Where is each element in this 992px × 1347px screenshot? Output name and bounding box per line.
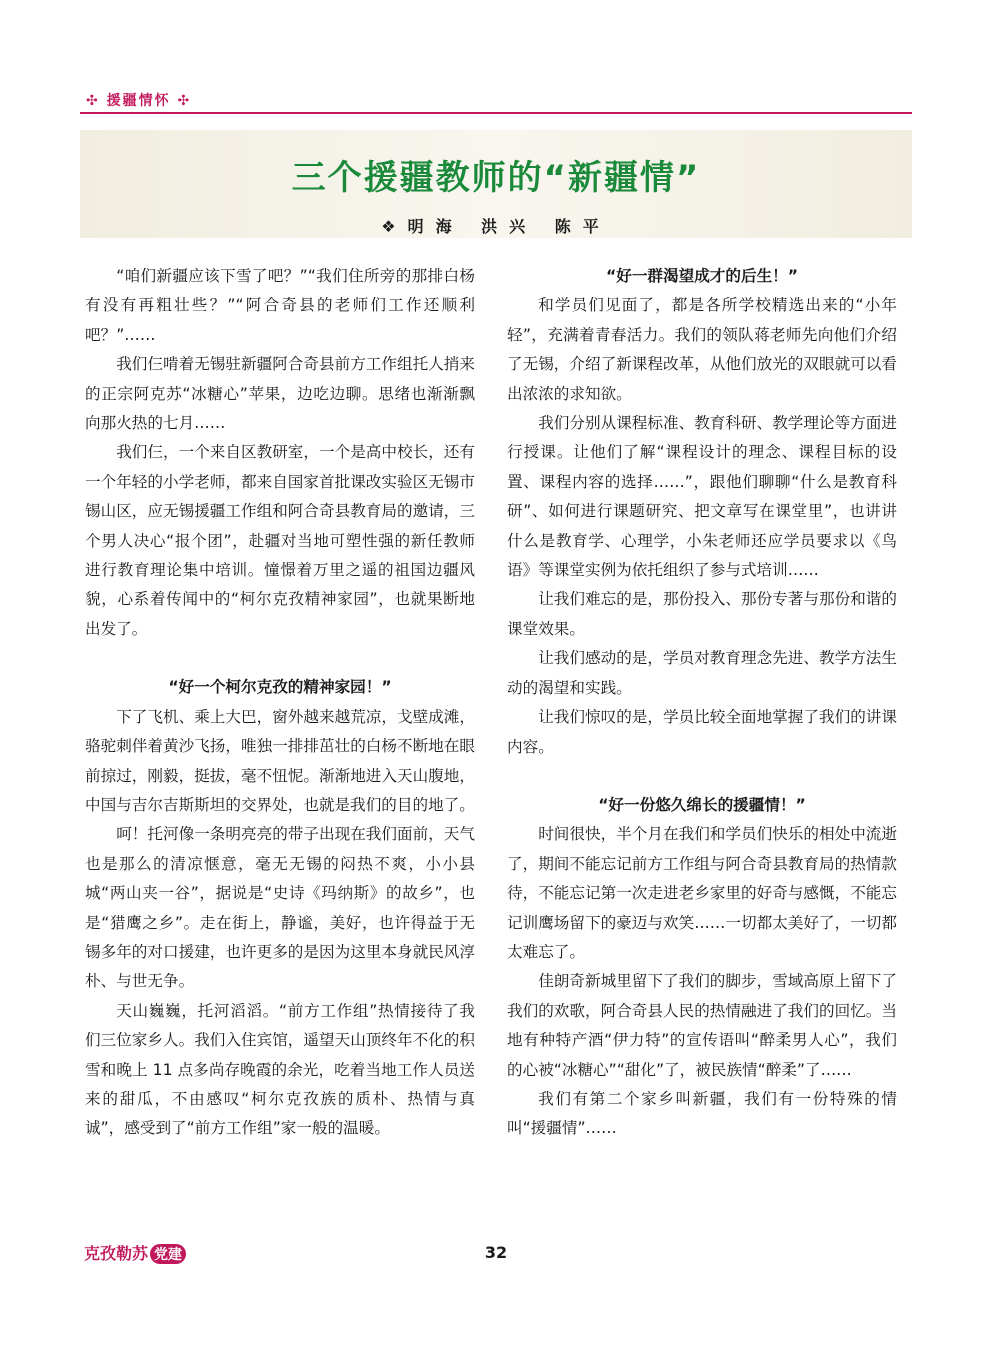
paragraph: 佳朗奇新城里留下了我们的脚步，雪域高原上留下了我们的欢歌，阿合奇县人民的热情融进了我们的回忆。当地有种特产酒“伊力特”的宣传语叫“醉柔男人心”，我们的心被“冰糖心”“甜化”了，被民族情“醉柔”了……: [507, 972, 897, 1079]
paragraph: 我们有第二个家乡叫新疆，我们有一份特殊的情叫“援疆情”……: [507, 1089, 897, 1138]
paragraph: 呵！托河像一条明亮亮的带子出现在我们面前，天气也是那么的清凉惬意，毫无无锡的闷热不爽，小小县城“两山夹一谷”，据说是“史诗《玛纳斯》的故乡”，也是“猎鹰之乡”。走在街上，静谧，美好，也许得益于无锡多年的对口援建，也许更多的是因为这里本身就民风淳朴、与世无争。: [85, 825, 475, 991]
section-heading: “好一个柯尔克孜的精神家园！”: [168, 678, 392, 697]
article-title: 三个援疆教师的“新疆情”: [291, 158, 701, 198]
paragraph: 让我们难忘的是，那份投入、那份专著与那份和谐的课堂效果。: [507, 590, 897, 638]
page-number: 32: [484, 1243, 508, 1262]
section-heading: “好一群渴望成才的后生！”: [605, 267, 799, 285]
paragraph: 和学员们见面了，都是各所学校精选出来的“小年轻”，充满着青春活力。我们的领队蒋老师先向他们介绍了无锡，介绍了新课程改革，从他们放光的双眼就可以看出浓浓的求知欲。: [507, 296, 897, 403]
section-heading: “好一份悠久绵长的援疆情！”: [598, 795, 806, 814]
paragraph: 我们仨，一个来自区教研室，一个是高中校长，还有一个年轻的小学老师，都来自国家首批课改实验区无锡市锡山区，应无锡援疆工作组和阿合奇县教育局的邀请，三个男人决心“报个团”，赴疆对当地可塑性强的新任教师进行教育理论集中培训。憧憬着万里之遥的祖国边疆风貌，心系着传闻中的“柯尔克孜精神家园”，也就果断地出发了。: [85, 443, 475, 638]
paragraph: 下了飞机、乘上大巴，窗外越来越荒凉，戈壁成滩，骆驼刺伴着黄沙飞扬，唯独一排排茁壮的白杨不断地在眼前掠过，刚毅，挺拔，毫不忸怩。渐渐地进入天山腹地，中国与吉尔吉斯斯坦的交界处，也就是我们的目的地了。: [85, 707, 475, 814]
magazine-name: 克孜勒苏: [84, 1244, 149, 1263]
paragraph: 让我们感动的是，学员对教育理念先进、教学方法生动的渴望和实践。: [507, 649, 897, 697]
paragraph: 让我们惊叹的是，学员比较全面地掌握了我们的讲课内容。: [507, 708, 897, 756]
header-divider: [80, 112, 912, 114]
paragraph: 天山巍巍，托河滔滔。“前方工作组”热情接待了我们三位家乡人。我们入住宾馆，遥望天山顶终年不化的积雪和晚上 11 点多尚存晚霞的余光，吃着当地工作人员送来的甜瓜，不由感叹“柯尔克孜族的质朴、热情与真诚”，感受到了“前方工作组”家一般的温暖。: [85, 1001, 475, 1138]
section-label: ✣ 援疆情怀 ✣: [86, 93, 192, 109]
right-column: [507, 262, 897, 1144]
left-column: [85, 262, 475, 1144]
article-author: ❖明海 洪兴 陈平: [381, 217, 611, 236]
paragraph: 我们分别从课程标准、教育科研、教学理论等方面进行授课。让他们了解“课程设计的理念、课程目标的设置、课程内容的选择……”，跟他们聊聊“什么是教育科研”、如何进行课题研究、把文章写在课堂里”，也讲讲什么是教育学、心理学，小朱老师还应学员要求以《鸟语》等课堂实例为依托组织了参与式培训……: [507, 414, 897, 580]
paragraph: 我们仨啃着无锡驻新疆阿合奇县前方工作组托人捎来的正宗阿克苏“冰糖心”苹果，边吃边聊。思绪也渐渐飘向那火热的七月……: [85, 355, 475, 433]
paragraph: 时间很快，半个月在我们和学员们快乐的相处中流逝了，期间不能忘记前方工作组与阿合奇县教育局的热情款待，不能忘记第一次走进老乡家里的好奇与感慨，不能忘记训鹰场留下的豪迈与欢笑……一切都太美好了，一切都太难忘了。: [507, 825, 897, 961]
paragraph: “咱们新疆应该下雪了吧？”“我们住所旁的那排白杨有没有再粗壮些？”“阿合奇县的老师们工作还顺利吧？”……: [85, 267, 475, 344]
magazine-badge: 党建: [150, 1244, 186, 1264]
